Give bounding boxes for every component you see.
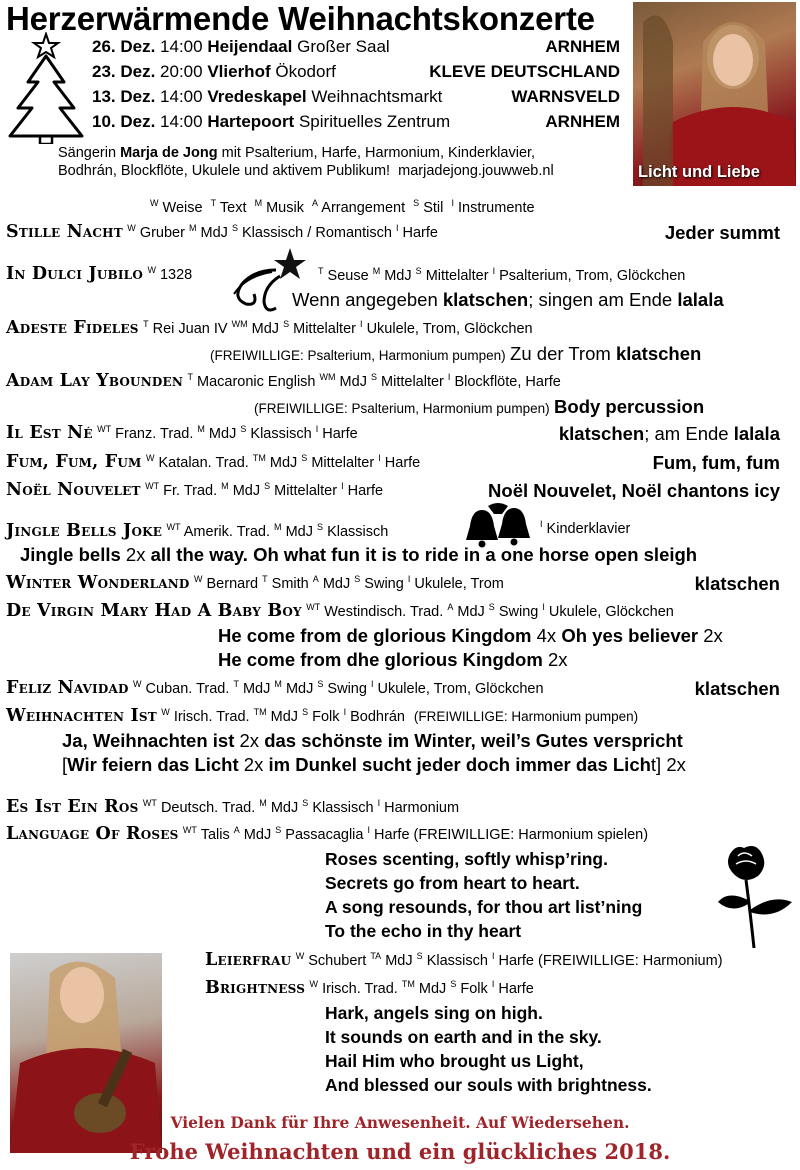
song-meta: $^{WT}$ Westindisch. Trad. $^A$ MdJ $^S$ Swing $^I$ Ukulele, Glöckchen: [306, 602, 674, 620]
song-meta: $^I$ Kinderklavier: [540, 519, 631, 537]
song-lyrics: And blessed our souls with brightness.: [325, 1075, 652, 1095]
song-meta: $^W$ Schubert $^{TA}$ MdJ $^S$ Klassisch $^I$ Harfe (FREIWILLIGE: Harmonium): [295, 951, 723, 969]
song-volunteers: (FREIWILLIGE: Psalterium, Harmonium pumpen) Body percussion: [254, 396, 705, 417]
song-action: Noël Nouvelet, Noël chantons icy: [488, 480, 780, 501]
song-lyrics: He come from de glorious Kingdom 4x Oh yes believer 2x: [218, 625, 723, 646]
song-title: Brightness: [205, 978, 306, 998]
song-action: Fum, fum, fum: [652, 452, 780, 473]
song-title: Stille Nacht: [6, 222, 123, 242]
song-row: [205, 978, 534, 998]
song-action: klatschen: [694, 573, 780, 594]
bells-icon: [462, 500, 536, 550]
song-meta: $^T$ Seuse $^M$ MdJ $^S$ Mittelalter $^I$ Psalterium, Trom, Glöckchen: [318, 266, 686, 284]
song-meta: $^W$ 1328: [147, 265, 193, 283]
website-link[interactable]: marjadejong.jouwweb.nl: [398, 163, 554, 179]
song-row: [6, 318, 533, 338]
song-title: De Virgin Mary Had A Baby Boy: [6, 601, 302, 621]
song-meta: $^W$ Irisch. Trad. ™ MdJ $^S$ Folk $^I$ Harfe: [309, 979, 534, 997]
song-row: [205, 950, 723, 970]
photo-caption: Licht und Liebe: [638, 163, 760, 181]
legend: $^W$ Weise $^T$ Text $^M$ Musik $^A$ Arrangement $^S$ Stil $^I$ Instrumente: [150, 198, 535, 216]
concert-row: 10. Dez. 14:00 Hartepoort Spirituelles Zentrum ARNHEM: [92, 112, 620, 131]
song-lyrics: [Wir feiern das Licht 2x im Dunkel sucht jeder doch immer das Licht] 2x: [62, 754, 686, 775]
song-row: [6, 521, 388, 541]
footer-greeting: Frohe Weihnachten und ein glückliches 2018.: [129, 1139, 671, 1164]
song-row: [6, 797, 459, 817]
page-title: Herzerwärmende Weihnachtskonzerte: [6, 0, 595, 37]
singer-harp-photo: [633, 2, 796, 186]
song-row: [6, 222, 790, 242]
song-meta: $^T$ Macaronic English $^{WM}$ MdJ $^S$ Mittelalter $^I$ Blockflöte, Harfe: [187, 372, 561, 390]
song-lyrics: Hark, angels sing on high.: [325, 1003, 543, 1023]
song-row: [6, 452, 790, 472]
concert-row: 26. Dez. 14:00 Heijendaal Großer Saal ARNHEM: [92, 37, 620, 56]
concert-row: 13. Dez. 14:00 Vredeskapel Weihnachtsmarkt WARNSVELD: [92, 87, 620, 106]
song-title: Es Ist Ein Ros: [6, 797, 139, 817]
song-lyrics: Secrets go from heart to heart.: [325, 873, 580, 893]
song-meta: $^W$ Katalan. Trad. ™ MdJ $^S$ Mittelalter $^I$ Harfe: [145, 453, 421, 471]
song-title: In Dulci Jubilo: [6, 264, 143, 284]
song-action: Wenn angegeben klatschen; singen am Ende lalala: [292, 289, 724, 310]
song-lyrics: He come from dhe glorious Kingdom 2x: [218, 649, 568, 670]
song-row: [6, 678, 790, 698]
song-action: klatschen: [694, 678, 780, 699]
singer-line-2: Bodhrán, Blockflöte, Ukulele und aktivem Publikum! marjadejong.jouwweb.nl: [58, 163, 554, 179]
song-title: Winter Wonderland: [6, 573, 190, 593]
song-meta: $^{WT}$ Amerik. Trad. $^M$ MdJ $^S$ Klassisch: [166, 522, 389, 540]
song-row: [6, 573, 790, 593]
song-lyrics: Roses scenting, softly whisp’ring.: [325, 849, 608, 869]
song-meta: $^W$ Cuban. Trad. $^T$ MdJ $^M$ MdJ $^S$ Swing $^I$ Ukulele, Trom, Glöckchen: [133, 679, 544, 697]
song-title: Weihnachten Ist: [6, 706, 157, 726]
song-action: Jeder summt: [664, 222, 780, 243]
rose-icon: [714, 840, 800, 950]
song-volunteers: (FREIWILLIGE: Psalterium, Harmonium pumpen) Zu der Trom klatschen: [210, 343, 702, 364]
song-volunteers: (FREIWILLIGE: Harmonium pumpen): [413, 709, 639, 724]
song-meta: $^{WT}$ Fr. Trad. $^M$ MdJ $^S$ Mittelalter $^I$ Harfe: [145, 481, 384, 499]
song-meta: $^W$ Irisch. Trad. ™ MdJ $^S$ Folk $^I$ Bodhrán: [161, 707, 405, 725]
song-title: Language Of Roses: [6, 824, 179, 844]
song-title: Fum, Fum, Fum: [6, 452, 142, 472]
song-row: [6, 824, 648, 844]
song-meta: $^{WT}$ Talis $^A$ MdJ $^S$ Passacaglia $^I$ Harfe (FREIWILLIGE: Harmonium spielen): [182, 825, 649, 843]
song-title: Jingle Bells Joke: [6, 521, 163, 541]
christmas-tree-icon: [6, 32, 86, 144]
song-title: Adeste Fideles: [6, 318, 139, 338]
song-lyrics: A song resounds, for thou art list’ning: [325, 897, 643, 917]
song-meta: $^W$ Gruber $^M$ MdJ $^S$ Klassisch / Romantisch $^I$ Harfe: [127, 223, 438, 241]
song-meta: $^W$ Bernard $^T$ Smith $^A$ MdJ $^S$ Swing $^I$ Ukulele, Trom: [193, 574, 504, 592]
concert-row: 23. Dez. 20:00 Vlierhof Ökodorf KLEVE DEUTSCHLAND: [92, 62, 620, 81]
song-meta: $^{WT}$ Deutsch. Trad. $^M$ MdJ $^S$ Klassisch $^I$ Harmonium: [142, 798, 460, 816]
song-row: [6, 601, 674, 621]
song-row: [6, 371, 561, 391]
song-title: Adam Lay Ybounden: [6, 371, 184, 391]
song-title: Leierfrau: [205, 950, 292, 970]
song-row: [6, 264, 192, 284]
song-meta: $^T$ Rei Juan IV $^{WM}$ MdJ $^S$ Mittelalter $^I$ Ukulele, Trom, Glöckchen: [143, 319, 533, 337]
song-lyrics: To the echo in thy heart: [325, 921, 522, 941]
song-action: klatschen; am Ende lalala: [558, 423, 780, 444]
song-lyrics: It sounds on earth and in the sky.: [325, 1027, 602, 1047]
song-meta: $^{WT}$ Franz. Trad. $^M$ MdJ $^S$ Klassisch $^I$ Harfe: [97, 424, 358, 442]
song-row: [6, 423, 790, 443]
song-title: Noël Nouvelet: [6, 480, 141, 500]
song-lyrics: Jingle bells 2x all the way. Oh what fun it is to ride in a one horse open sleigh: [20, 544, 698, 565]
song-lyrics: Hail Him who brought us Light,: [325, 1051, 584, 1071]
song-row: [6, 706, 638, 726]
singer-line: Sängerin Marja de Jong mit Psalterium, Harfe, Harmonium, Kinderklavier,: [58, 145, 536, 161]
footer-thanks: Vielen Dank für Ihre Anwesenheit. Auf Wiedersehen.: [170, 1113, 630, 1132]
song-lyrics: Ja, Weihnachten ist 2x das schönste im Winter, weil’s Gutes verspricht: [62, 730, 683, 751]
song-row: [6, 480, 790, 500]
song-title: Il Est Né: [6, 423, 93, 443]
song-title: Feliz Navidad: [6, 678, 129, 698]
